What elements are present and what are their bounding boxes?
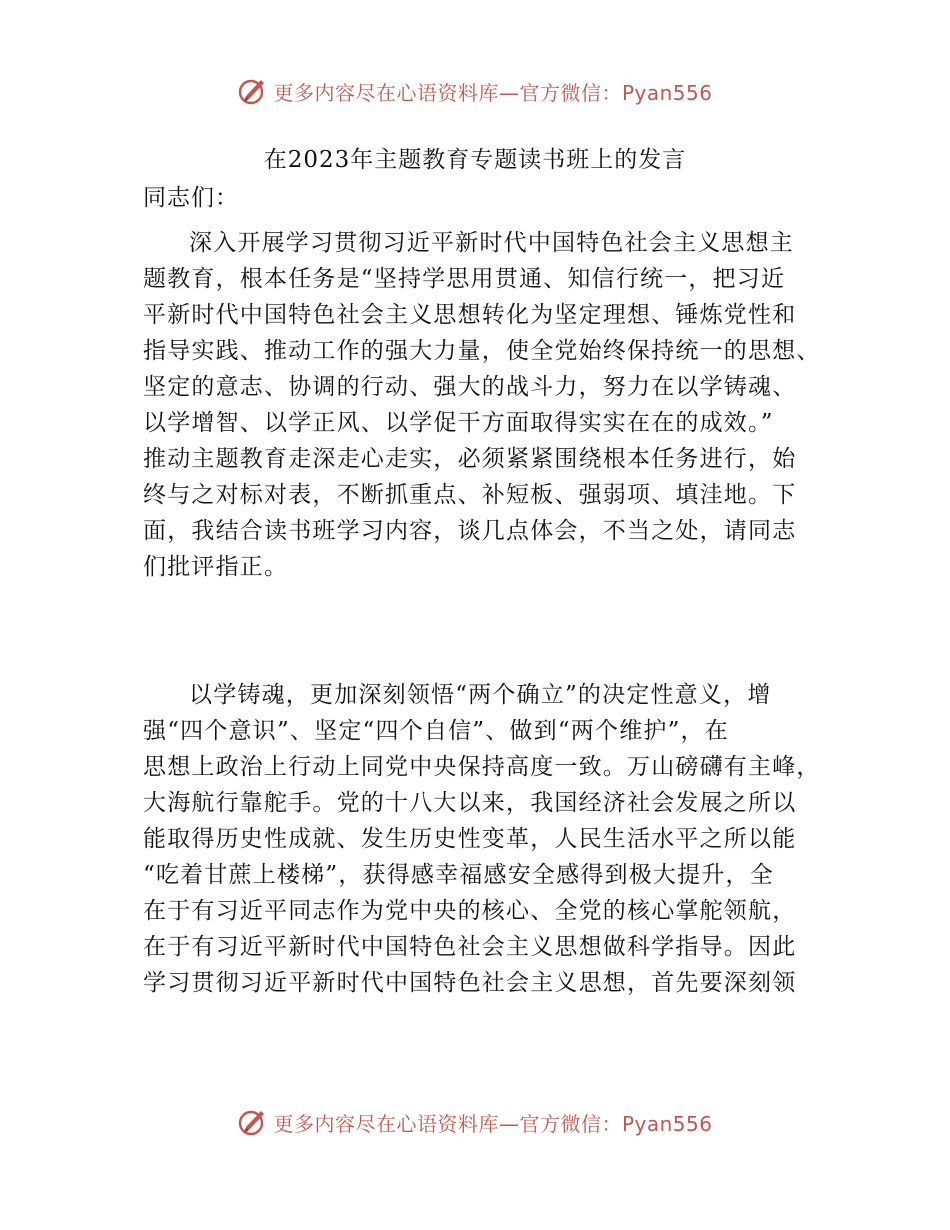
quill-pen-logo-icon	[237, 1106, 269, 1138]
text-line: 终与之对标对表，不断抓重点、补短板、强弱项、填洼地。下	[143, 482, 797, 508]
header-watermark-banner	[0, 71, 950, 111]
text-line: 推动主题教育走深走心走实，必须紧紧围绕根本任务进行，始	[143, 446, 797, 472]
text-line: 指导实践、推动工作的强大力量，使全党始终保持统一的思想、	[143, 338, 821, 364]
paragraph-2	[143, 677, 833, 1001]
text-line: 大海航行靠舵手。党的十八大以来，我国经济社会发展之所以	[143, 790, 797, 816]
text-line: 能取得历史性成就、发生历史性变革，人民生活水平之所以能	[143, 826, 797, 852]
text-line: 在于有习近平新时代中国特色社会主义思想做科学指导。因此	[143, 934, 797, 960]
text-line: 强“四个意识”、坚定“四个自信”、做到“两个维护”，在	[143, 718, 729, 744]
quill-pen-logo-icon	[237, 75, 269, 107]
text-line: 平新时代中国特色社会主义思想转化为坚定理想、锤炼党性和	[143, 302, 797, 328]
salutation: 同志们：	[143, 185, 239, 211]
text-line: 深入开展学习贯彻习近平新时代中国特色社会主义思想主	[189, 230, 794, 256]
text-line: 以学铸魂，更加深刻领悟“两个确立”的决定性意义，增	[189, 682, 772, 708]
text-line: 思想上政治上行动上同党中央保持高度一致。万山磅礴有主峰，	[143, 754, 821, 780]
document-title: 在2023年主题教育专题读书班上的发言	[263, 147, 687, 173]
text-line: 在于有习近平同志作为党中央的核心、全党的核心掌舵领航，	[143, 898, 797, 924]
footer-banner-text: 更多内容尽在心语资料库—官方微信：Pyan556	[273, 1111, 713, 1136]
text-line: 面，我结合读书班学习内容，谈几点体会，不当之处，请同志	[143, 518, 797, 544]
text-line: 们批评指正。	[143, 554, 289, 580]
text-line: 学习贯彻习近平新时代中国特色社会主义思想，首先要深刻领	[143, 970, 797, 996]
footer-watermark-banner	[0, 1102, 950, 1142]
text-line: 以学增智、以学正风、以学促干方面取得实实在在的成效。”	[143, 410, 774, 436]
paragraph-1	[143, 225, 833, 585]
text-line: 题教育，根本任务是“坚持学思用贯通、知信行统一，把习近	[143, 266, 786, 292]
text-line: 坚定的意志、协调的行动、强大的战斗力，努力在以学铸魂、	[143, 374, 797, 400]
header-banner-text: 更多内容尽在心语资料库—官方微信：Pyan556	[273, 80, 713, 105]
text-line: “吃着甘蔗上楼梯”，获得感幸福感安全感得到极大提升，全	[143, 862, 774, 888]
